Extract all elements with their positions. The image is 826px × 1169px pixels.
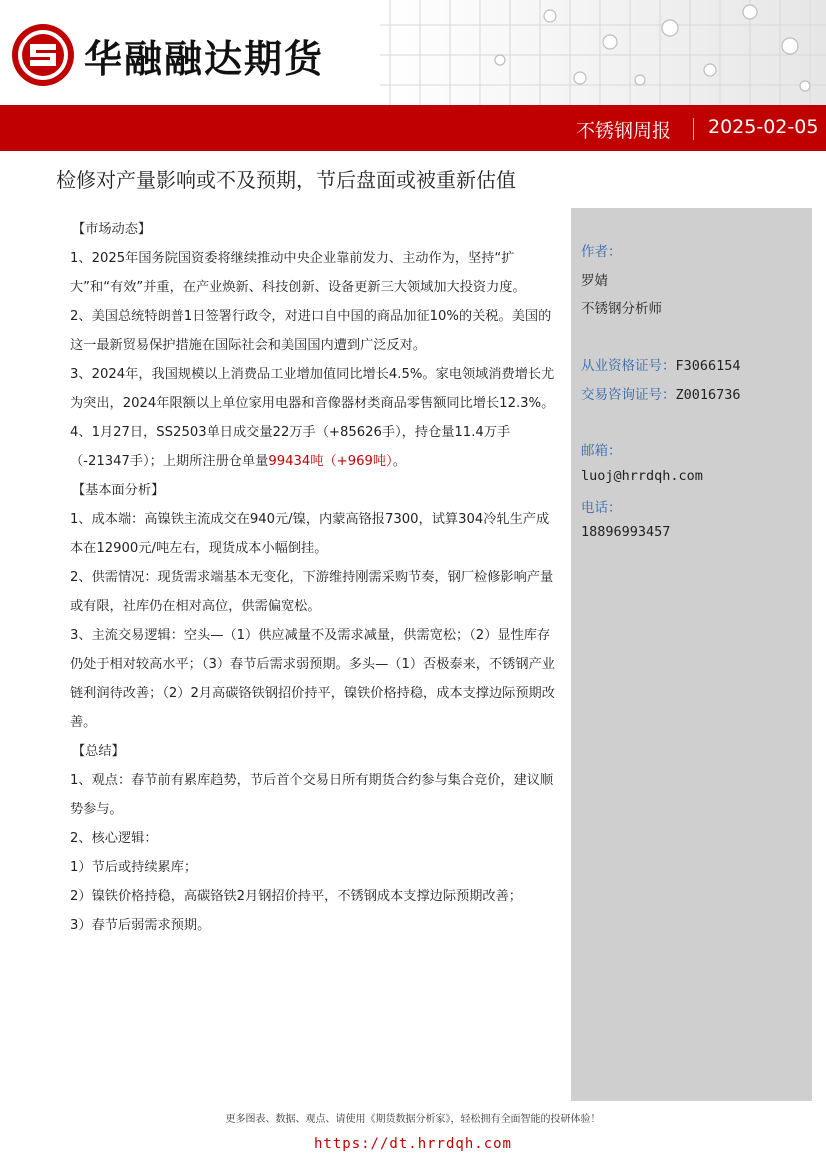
warehouse-receipt-value: 99434吨（+969吨） <box>268 454 393 469</box>
market-paragraph-1: 1、2025年国务院国资委将继续推动中央企业靠前发力、主动作为，坚持“扩大”和“有效”并重，在产业焕新、科技创新、设备更新三大领域加大投资力度。 <box>70 251 526 295</box>
market-p4-text: 4、1月27日，SS2503单日成交量22万手（+85626手），持仓量11.4万手（-21347手）；上期所注册仓单量 <box>70 425 511 469</box>
fundamental-paragraph-3: 3、主流交易逻辑：空头—（1）供应减量不及需求减量，供需宽松；（2）显性库存仍处于相对较高水平；（3）春节后需求弱预期。多头—（1）否极泰来，不锈钢产业链利润待改善；（2）2月高碳铬铁钢招价持平，镍铁价格持稳，成本支撑边际预期改善。 <box>70 628 555 730</box>
phone-label: 电话： <box>581 500 622 516</box>
footer-note: 更多图表、数据、观点、请使用《期货数据分析家》，轻松拥有全面智能的投研体验！ <box>225 1114 601 1125</box>
market-paragraph-4 <box>70 418 558 476</box>
author-title: 不锈钢分析师 <box>581 301 662 317</box>
section-heading-market: 【市场动态】 <box>72 222 152 237</box>
decorative-pattern <box>380 0 826 105</box>
fundamental-paragraph-2: 2、供需情况：现货需求端基本无变化，下游维持刚需采购节奏，钢厂检修影响产量或有限，社库仍在相对高位，供需偏宽松。 <box>70 570 554 614</box>
license-label: 从业资格证号： <box>581 358 676 374</box>
summary-paragraph-4: 2）镍铁价格持稳，高碳铬铁2月钢招价持平，不锈钢成本支撑边际预期改善； <box>70 889 522 904</box>
author-name: 罗婧 <box>581 273 608 289</box>
license-row <box>581 354 741 374</box>
consult-label: 交易咨询证号： <box>581 387 676 403</box>
section-heading-fundamental: 【基本面分析】 <box>72 483 165 498</box>
email-label: 邮箱： <box>581 443 622 459</box>
license-value: F3066154 <box>675 358 741 374</box>
report-title: 检修对产量影响或不及预期，节后盘面或被重新估值 <box>56 168 516 192</box>
header-banner <box>0 0 826 105</box>
email-value: luoj@hrrdqh.com <box>581 468 703 484</box>
market-paragraph-2: 2、美国总统特朗普1日签署行政令，对进口自中国的商品加征10%的关税。美国的这一最新贸易保护措施在国际社会和美国国内遭到广泛反对。 <box>70 309 552 353</box>
report-type: 不锈钢周报 <box>575 120 671 142</box>
report-body <box>70 215 558 940</box>
consult-value: Z0016736 <box>675 387 741 403</box>
brand-name: 华融融达期货 <box>84 37 325 81</box>
report-header <box>0 0 826 150</box>
fundamental-paragraph-1: 1、成本端：高镍铁主流成交在940元/镍，内蒙高铬报7300，试算304冷轧生产成本在12900元/吨左右，现货成本小幅倒挂。 <box>70 512 550 556</box>
market-paragraph-3: 3、2024年，我国规模以上消费品工业增加值同比增长4.5%。家电领域消费增长尤为突出，2024年限额以上单位家用电器和音像器材类商品零售额同比增长12.3%。 <box>70 367 555 411</box>
author-sidebar <box>571 208 812 1101</box>
summary-paragraph-2: 2、核心逻辑： <box>70 831 158 846</box>
summary-paragraph-1: 1、观点：春节前有累库趋势，节后首个交易日所有期货合约参与集合竞价，建议顺势参与。 <box>70 773 554 817</box>
summary-paragraph-3: 1）节后或持续累库； <box>70 860 198 875</box>
footer-link[interactable]: https://dt.hrrdqh.com <box>313 1136 512 1152</box>
header-red-bar <box>0 105 826 151</box>
company-logo-icon <box>10 22 76 88</box>
author-label: 作者： <box>581 244 622 260</box>
section-heading-summary: 【总结】 <box>72 744 125 759</box>
report-date: 2025-02-05 <box>708 116 819 138</box>
summary-paragraph-5: 3）春节后弱需求预期。 <box>70 918 211 933</box>
phone-value: 18896993457 <box>581 524 671 540</box>
market-p4-end: 。 <box>392 454 406 469</box>
header-separator <box>693 118 694 140</box>
consult-row <box>581 383 741 403</box>
